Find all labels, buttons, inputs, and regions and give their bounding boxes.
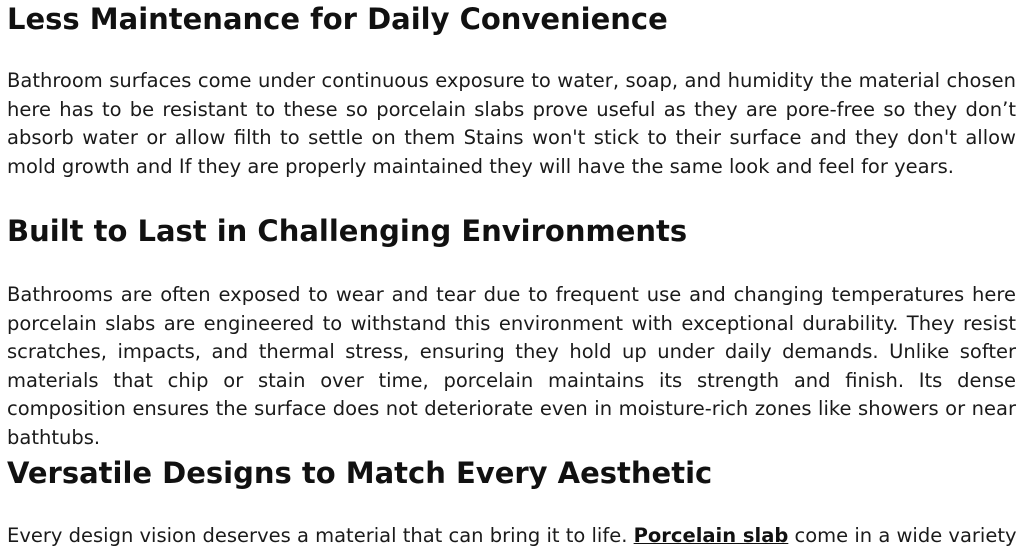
section-heading-maintenance: Less Maintenance for Daily Convenience bbox=[7, 2, 668, 36]
section-heading-durability: Built to Last in Challenging Environments bbox=[7, 214, 688, 248]
section-paragraph-designs bbox=[7, 522, 1016, 548]
porcelain-slab-link[interactable]: Porcelain slab bbox=[633, 524, 789, 547]
paragraph-text-before-link: Every design vision deserves a material that can bring it to life. bbox=[7, 524, 634, 547]
paragraph-text-after-link: come in a wide variety bbox=[788, 524, 1017, 547]
section-paragraph-durability: Bathrooms are often exposed to wear and tear due to frequent use and changing temperatures here porcelain slabs are engineered to withstand this environment with exceptional durability. They resist scratches, impacts, and thermal stress, ensuring they hold up under daily demands. Unlike softer materials that chip or stain over time, porcelain maintains its strength and finish. Its dense composition ensures the surface does not deteriorate even in moisture-rich zones like showers or near bathtubs. bbox=[7, 283, 1016, 449]
section-paragraph-maintenance: Bathroom surfaces come under continuous exposure to water, soap, and humidity the material chosen here has to be resistant to these so porcelain slabs prove useful as they are pore-free so they don’t absorb water or allow filth to settle on them Stains won't stick to their surface and they don't allow mold growth and If they are properly maintained they will have the same look and feel for years. bbox=[7, 69, 1016, 178]
section-heading-designs: Versatile Designs to Match Every Aesthetic bbox=[7, 456, 713, 490]
